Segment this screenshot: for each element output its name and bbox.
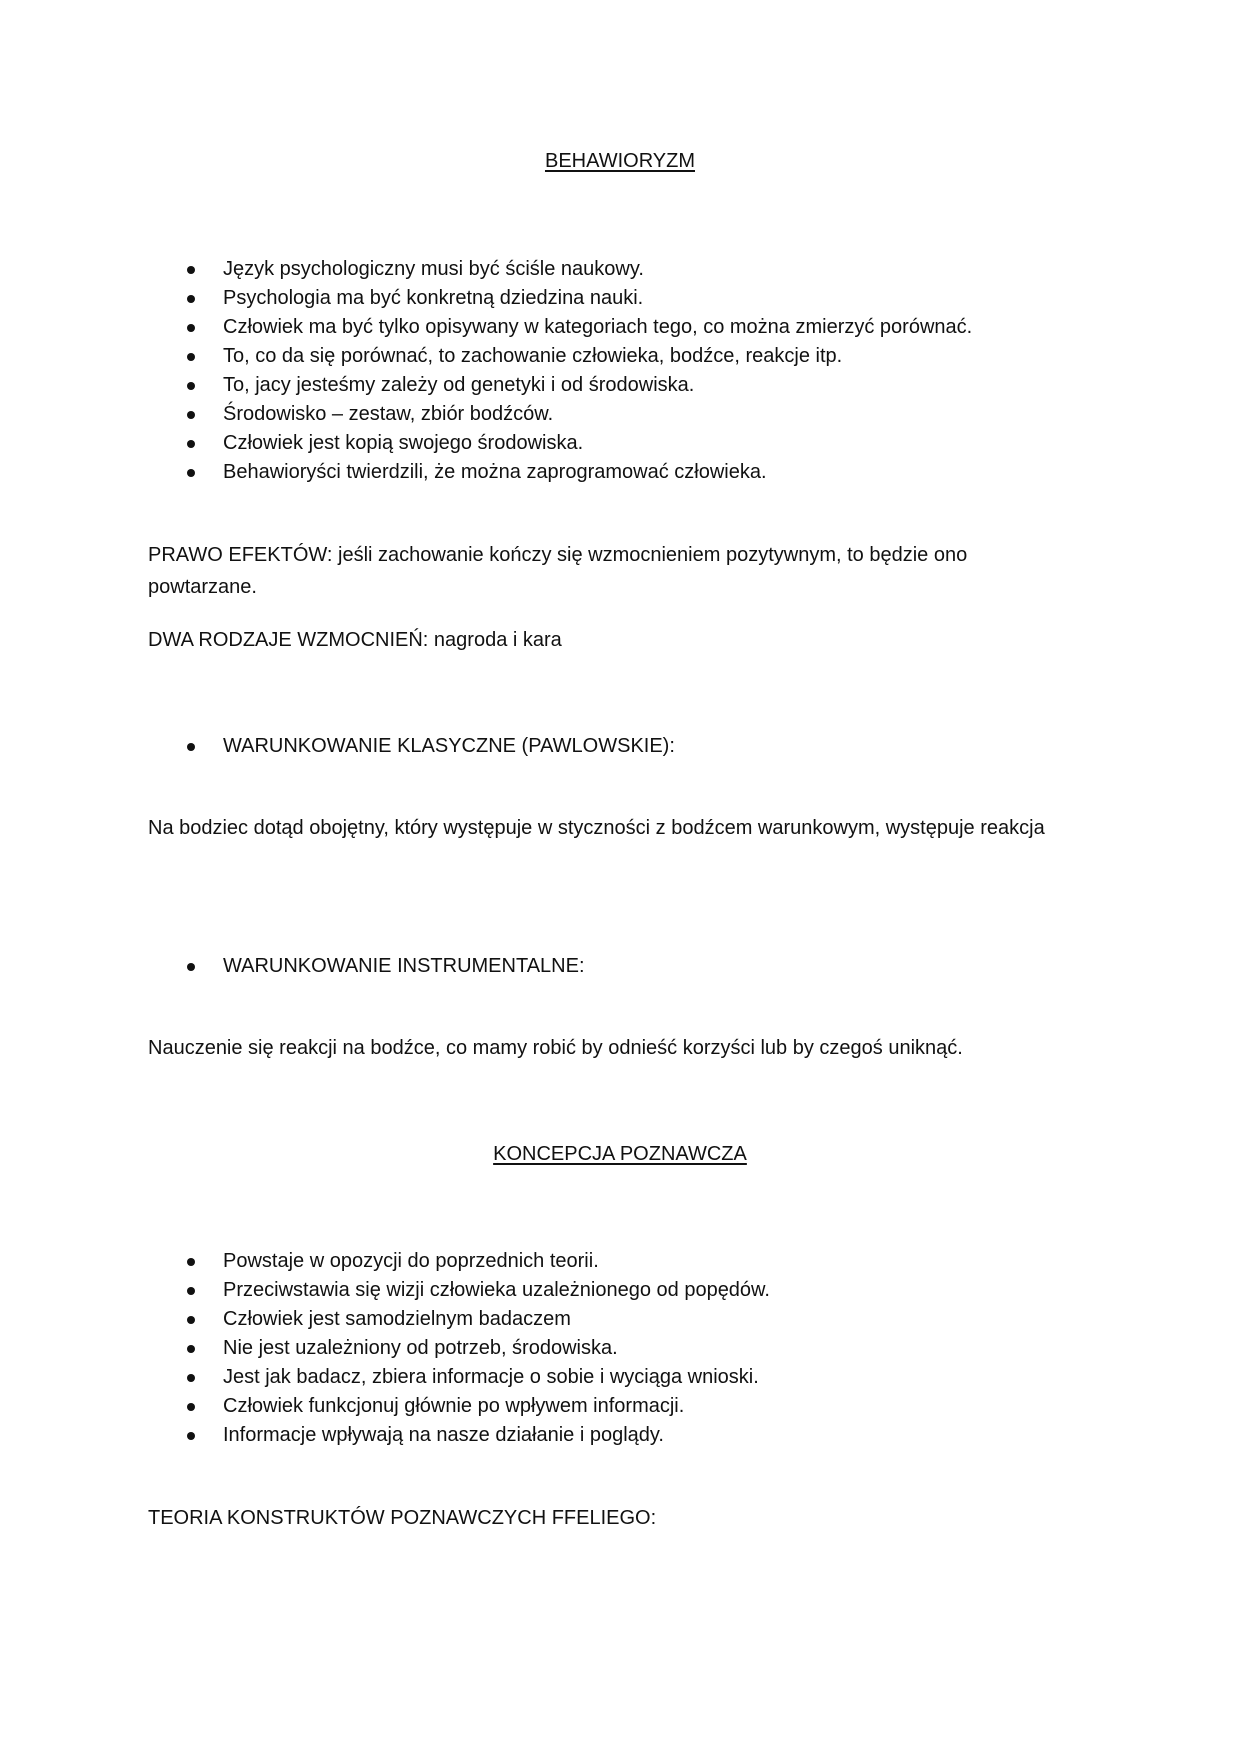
list-item (0, 1276, 770, 1305)
bullet-icon (187, 382, 195, 390)
bullet-icon (187, 324, 195, 332)
behawioryzm-bullet-list (0, 255, 972, 487)
warunkowanie-instrumentalne-item (0, 952, 585, 981)
list-item-text: Człowiek ma być tylko opisywany w kategoriach tego, co można zmierzyć porównać. (223, 316, 973, 338)
list-item-text: Psychologia ma być konkretną dziedzina nauki. (223, 287, 644, 309)
bullet-icon (187, 411, 195, 419)
bullet-icon (187, 1287, 195, 1295)
list-item-text: Nie jest uzależniony od potrzeb, środowiska. (223, 1337, 618, 1359)
list-item-text: Człowiek funkcjonuj głównie po wpływem informacji. (223, 1395, 685, 1417)
list-item-text: Środowisko – zestaw, zbiór bodźców. (223, 403, 554, 425)
bullet-icon (187, 440, 195, 448)
list-item-text: WARUNKOWANIE INSTRUMENTALNE: (223, 955, 585, 977)
bullet-icon (187, 1345, 195, 1353)
section-title-koncepcja-poznawcza: KONCEPCJA POZNAWCZA (493, 1143, 747, 1165)
koncepcja-bullet-list (0, 1247, 770, 1450)
bullet-icon (187, 1374, 195, 1382)
bullet-icon (187, 353, 195, 361)
list-item (0, 284, 972, 313)
bullet-icon (187, 1316, 195, 1324)
bullet-icon (187, 963, 195, 971)
list-item-text: To, co da się porównać, to zachowanie człowieka, bodźce, reakcje itp. (223, 345, 843, 367)
bullet-icon (187, 1432, 195, 1440)
list-item (0, 342, 972, 371)
teoria-konstruktow-heading: TEORIA KONSTRUKTÓW POZNAWCZYCH FFELIEGO: (148, 1507, 657, 1529)
list-item-text: Przeciwstawia się wizji człowieka uzależnionego od popędów. (223, 1279, 770, 1301)
list-item (0, 313, 972, 342)
list-item-text: Behawioryści twierdzili, że można zaprogramować człowieka. (223, 461, 767, 483)
list-item (0, 371, 972, 400)
warunkowanie-klasyczne-item (0, 732, 675, 761)
list-item-text: Powstaje w opozycji do poprzednich teorii. (223, 1250, 599, 1272)
nauczenie-paragraph: Nauczenie się reakcji na bodźce, co mamy robić by odnieść korzyści lub by czegoś uniknąć. (148, 1037, 963, 1059)
bullet-icon (187, 469, 195, 477)
list-item (0, 1334, 770, 1363)
list-item-text: Informacje wpływają na nasze działanie i poglądy. (223, 1424, 664, 1446)
bullet-icon (187, 743, 195, 751)
bullet-icon (187, 295, 195, 303)
list-item (0, 1421, 770, 1450)
bullet-icon (187, 1258, 195, 1266)
list-item (0, 1305, 770, 1334)
list-item-text: WARUNKOWANIE KLASYCZNE (PAWLOWSKIE): (223, 735, 675, 757)
list-item-text: Człowiek jest kopią swojego środowiska. (223, 432, 584, 454)
bullet-icon (187, 266, 195, 274)
list-item (0, 429, 972, 458)
section-title-behawioryzm: BEHAWIORYZM (544, 150, 695, 172)
list-item-text: Język psychologiczny musi być ściśle naukowy. (223, 258, 644, 280)
list-item (0, 400, 972, 429)
list-item-text: Jest jak badacz, zbiera informacje o sobie i wyciąga wnioski. (223, 1366, 759, 1388)
list-item (0, 458, 972, 487)
list-item (0, 1363, 770, 1392)
list-item-text: To, jacy jesteśmy zależy od genetyki i od środowiska. (223, 374, 695, 396)
bodziec-paragraph: Na bodziec dotąd obojętny, który występuje w styczności z bodźcem warunkowym, występuje reakcja (148, 817, 1045, 839)
list-item (0, 255, 972, 284)
list-item (0, 1392, 770, 1421)
list-item-text: Człowiek jest samodzielnym badaczem (223, 1308, 571, 1330)
bullet-icon (187, 1403, 195, 1411)
dwa-rodzaje-paragraph: DWA RODZAJE WZMOCNIEŃ: nagroda i kara (148, 629, 562, 651)
prawo-efektow-paragraph: PRAWO EFEKTÓW: jeśli zachowanie kończy się wzmocnieniem pozytywnym, to będzie ono powtarzane. (148, 544, 968, 598)
list-item (0, 1247, 770, 1276)
